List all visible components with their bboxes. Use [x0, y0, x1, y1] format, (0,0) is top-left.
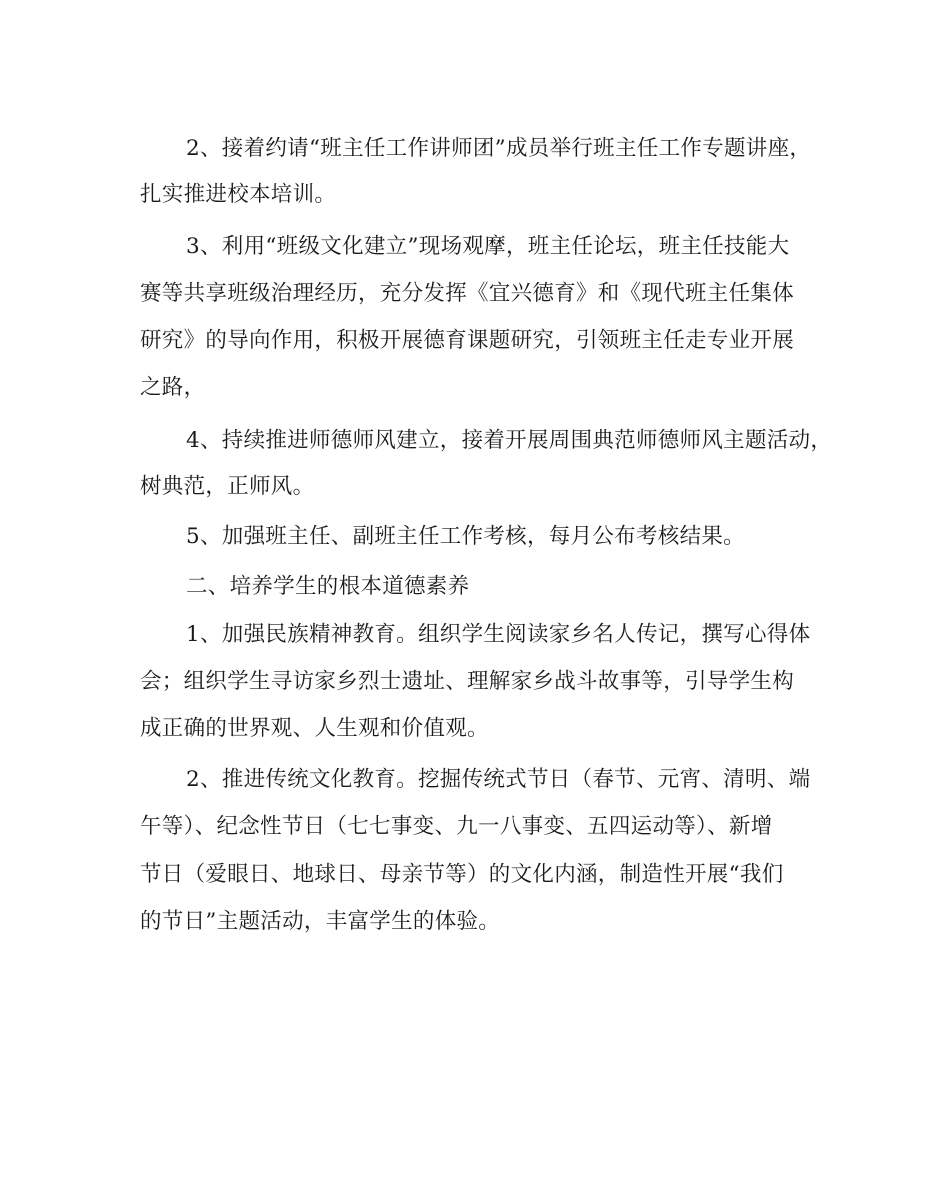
text-line: 3、利用“班级文化建立”现场观摩，班主任论坛，班主任技能大: [186, 234, 790, 259]
text-line: 的节日”主题活动，丰富学生的体验。: [140, 909, 501, 934]
text-line: 5、加强班主任、副班主任工作考核，每月公布考核结果。: [186, 524, 745, 549]
text-line: 树典范，正师风。: [140, 474, 315, 499]
text-line: 2、接着约请“班主任工作讲师团”成员举行班主任工作专题讲座，: [186, 136, 812, 161]
text-line: 会；组织学生寻访家乡烈士遗址、理解家乡战斗故事等，引导学生构: [140, 669, 795, 694]
text-line: 研究》的导向作用，积极开展德育课题研究，引领班主任走专业开展: [140, 328, 795, 353]
text-line: 之路，: [140, 375, 206, 400]
text-line: 扎实推进校本培训。: [140, 182, 337, 207]
text-line: 午等）、纪念性节日（七七事变、九一八事变、五四运动等）、新增: [140, 814, 773, 839]
text-line: 赛等共享班级治理经历，充分发挥《宜兴德育》和《现代班主任集体: [140, 281, 795, 306]
text-line: 节日（爱眼日、地球日、母亲节等）的文化内涵，制造性开展“我们: [140, 862, 784, 887]
text-line: 1、加强民族精神教育。组织学生阅读家乡名人传记，撰写心得体: [186, 622, 811, 647]
text-line: 2、推进传统文化教育。挖掘传统式节日（春节、元宵、清明、端: [186, 767, 811, 792]
text-line: 4、持续推进师德师风建立，接着开展周围典范师德师风主题活动，: [186, 428, 833, 453]
text-line: 成正确的世界观、人生观和价值观。: [140, 716, 489, 741]
text-line: 二、培养学生的根本道德素养: [186, 574, 470, 599]
